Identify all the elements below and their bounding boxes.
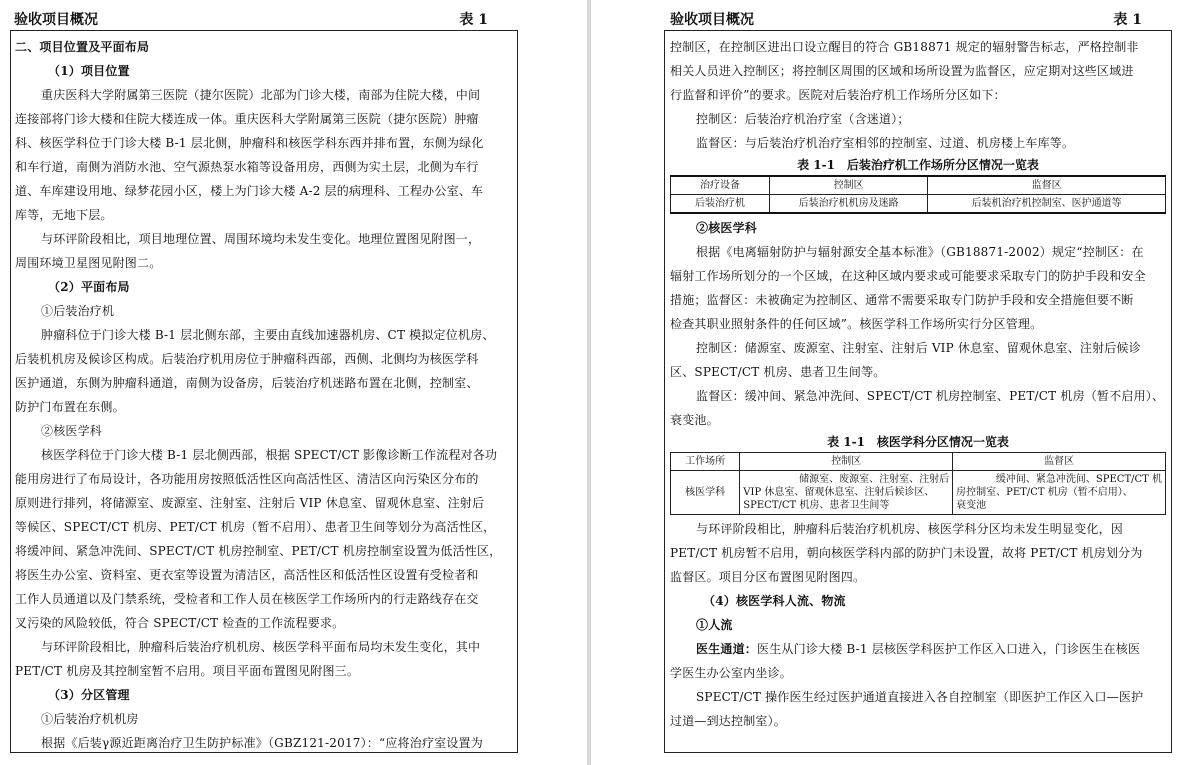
line-text: SPECT/CT 操作医生经过医护通道直接进入各自控制室（即医护工作区入口—医护 [696,690,1144,704]
line-text: 区、SPECT/CT 机房、患者卫生间等。 [670,365,886,379]
text-line [15,323,512,347]
line-text: 监督区。项目分区布置图见附图四。 [670,570,866,584]
line-text: 工作人员通道以及门禁系统，受检者和工作人员在核医学工作场所内的行走路线存在交 [15,592,479,606]
table2-header-row [671,453,1166,471]
text-line [670,637,1166,661]
right-content-frame [664,30,1172,753]
text-line [15,107,512,131]
right-header-title: 验收项目概况 [670,12,754,28]
line-text: 医护通道，东侧为肿瘤科通道，南侧为设备房，后装治疗机迷路布置在北侧，控制室、 [15,376,479,390]
text-line [670,288,1166,312]
line-text: 将医生办公室、资料室、更衣室等设置为清洁区，高活性区和低活性区设置有受检者和 [15,568,479,582]
line-text: 库等，无地下层。 [15,208,113,222]
left-content-frame [10,30,518,753]
text-line [15,347,512,371]
line-text: 防护门布置在东侧。 [15,400,125,414]
text-line [670,59,1166,83]
line-text: （2）平面布局 [48,280,130,294]
table2-cell-line: 衰变池 [956,500,987,511]
line-text: 控制区，在控制区进出口设立醒目的符合 GB18871 规定的辐射警告标志，严格控制非 [670,40,1139,54]
table1-header-cell: 监督区 [928,176,1166,195]
text-line [670,408,1166,432]
line-text: （4）核医学科人流、物流 [703,594,846,608]
line-text: 根据《后装γ源近距离治疗卫生防护标准》（GBZ121-2017）：“应将治疗室设置为 [41,736,483,750]
text-line [15,131,512,155]
text-line [15,251,512,275]
table2-header-cell: 监督区 [953,453,1166,471]
text-line [670,541,1166,565]
right-text-block-a [670,35,1166,155]
table2-header-cell: 控制区 [740,453,953,471]
text-line [670,709,1166,733]
right-header-table-no: 表 1 [1113,12,1142,28]
text-line [670,384,1166,408]
table2-supervise-cell [953,471,1166,515]
text-line [670,360,1166,384]
text-line [670,565,1166,589]
table2-cell-line: 缓冲间、紧急冲洗间、SPECT/CT 机 [995,474,1162,485]
line-text: 将缓冲间、紧急冲洗间、SPECT/CT 机房控制室、PET/CT 机房控制室设置为低活性区， [15,544,502,558]
text-line [15,587,512,611]
line-text: 相关人员进入控制区；将控制区周围的区域和场所设置为监督区，应定期对这些区域进 [670,64,1134,78]
text-line [15,371,512,395]
text-line [15,179,512,203]
bold-run: 医生通道： [696,642,758,656]
table2-header-cell: 工作场所 [671,453,740,471]
text-line [15,155,512,179]
left-page [0,0,584,765]
line-text: 监督区：与后装治疗机治疗室相邻的控制室、过道、机房楼上车库等。 [696,136,1075,150]
text-line [15,731,512,753]
table1-header-cell: 控制区 [770,176,928,195]
text-line [15,683,512,707]
line-text: 辐射工作场所划分的一个区域，在这种区域内要求或可能要求采取专门的防护手段和安全 [670,269,1146,283]
line-text: 科、核医学科位于门诊大楼 B-1 层北侧，肿瘤科和核医学科东西并排布置，东侧为绿化 [15,136,484,150]
table1-cell: 后装机治疗机控制室、医护通道等 [928,195,1166,214]
line-text: 叉污染的风险较低，符合 SPECT/CT 检查的工作流程要求。 [15,616,345,630]
line-text: 过道—到达控制室）。 [670,714,787,728]
right-page [594,0,1178,765]
text-line [15,83,512,107]
left-text-body [15,35,512,753]
line-text: 核医学科位于门诊大楼 B-1 层北侧西部，根据 SPECT/CT 影像诊断工作流程对各功 [41,448,498,462]
text-line [15,299,512,323]
line-text: 连接部将门诊大楼和住院大楼连成一体。重庆医科大学附属第三医院（捷尔医院）肿瘤 [15,112,479,126]
right-text-block-b [670,216,1166,432]
text-line [670,83,1166,107]
table1-header-row [671,176,1166,195]
line-text: 周围环境卫星图见附图二。 [15,256,162,270]
text-line [15,227,512,251]
table-row [671,471,1166,515]
line-text: 学医生办公室内坐诊。 [670,666,793,680]
line-text: （3）分区管理 [48,688,130,702]
line-text: 后装机机房及候诊区构成。后装治疗机用房位于肿瘤科西部，西侧、北侧均为核医学科 [15,352,479,366]
text-line [15,539,512,563]
line-text: 医生从门诊大楼 B-1 层核医学科医护工作区入口进入，门诊医生在核医 [757,642,1141,656]
line-text: 二、项目位置及平面布局 [15,40,150,54]
text-line [670,589,1166,613]
line-text: ②核医学科 [696,221,758,235]
right-text-block-c [670,517,1166,733]
table2-cell-line: 储源室、废源室、注射室、注射后 [799,474,950,485]
line-text: 控制区：后装治疗机治疗室（含迷道）； [696,112,910,126]
table2-cell-line: 房控制室、PET/CT 机房（暂不启用）、 [956,487,1133,498]
line-text: 与环评阶段相比，肿瘤科后装治疗机机房、核医学科分区均未发生明显变化，因 [696,522,1124,536]
table1-header-cell: 治疗设备 [671,176,770,195]
line-text: 行监督和评价”的要求。医院对后装治疗机工作场所分区如下： [670,88,1006,102]
table2-caption: 表 1-1 核医学科分区情况一览表 [827,435,1009,449]
line-text: 道、车库建设用地、绿梦花园小区，楼上为门诊大楼 A-2 层的病理科、工程办公室、车 [15,184,484,198]
table2-cell-line: VIP 休息室、留观休息室、注射后候诊区、 [743,487,935,498]
text-line [670,685,1166,709]
table2-control-cell [740,471,953,515]
text-line [15,275,512,299]
line-text: ①后装治疗机机房 [41,712,139,726]
left-header-title: 验收项目概况 [14,12,98,28]
text-line [15,515,512,539]
text-line [15,659,512,683]
text-line [670,35,1166,59]
line-text: ①人流 [696,618,733,632]
line-text: 重庆医科大学附属第三医院（捷尔医院）北部为门诊大楼，南部为住院大楼，中间 [41,88,481,102]
text-line [15,59,512,83]
text-line [670,264,1166,288]
line-text: PET/CT 机房暂不启用，朝向核医学科内部的防护门未设置，故将 PET/CT 机房划分为 [670,546,1143,560]
text-line [670,216,1166,240]
text-line [670,613,1166,637]
table1-cell: 后装治疗机机房及迷路 [770,195,928,214]
text-line [15,203,512,227]
table1-caption: 表 1-1 后装治疗机工作场所分区情况一览表 [797,158,1039,172]
text-line [670,336,1166,360]
table-row [671,195,1166,214]
table2-place-cell: 核医学科 [671,471,740,515]
text-line [670,517,1166,541]
line-text: 原则进行排列，将储源室、废源室、注射室、注射后 VIP 休息室、留观休息室、注射后 [15,496,485,510]
line-text: （1）项目位置 [48,64,130,78]
text-line [15,419,512,443]
line-text: ①后装治疗机 [41,304,115,318]
text-line [15,707,512,731]
line-text: 控制区：储源室、废源室、注射室、注射后 VIP 休息室、留观休息室、注射后候诊 [696,341,1141,355]
text-line [670,107,1166,131]
line-text: 与环评阶段相比，项目地理位置、周围环境均未发生变化。地理位置图见附图一， [41,232,481,246]
line-text: 衰变池。 [670,413,719,427]
line-text: 检查其职业照射条件的任何区域”。核医学科工作场所实行分区管理。 [670,317,1043,331]
text-line [15,563,512,587]
text-line [15,35,512,59]
table1-cell: 后装治疗机 [671,195,770,214]
text-line [15,491,512,515]
text-line [15,467,512,491]
line-text: 肿瘤科位于门诊大楼 B-1 层北侧东部，主要由直线加速器机房、CT 模拟定位机房、 [41,328,495,342]
text-line [670,240,1166,264]
text-line [670,661,1166,685]
line-text: 等候区、SPECT/CT 机房、PET/CT 机房（暂不启用）、患者卫生间等划分为高活性区， [15,520,496,534]
text-line [15,443,512,467]
line-text: 与环评阶段相比，肿瘤科后装治疗机机房、核医学科平面布局均未发生变化，其中 [41,640,481,654]
line-text: 根据《电离辐射防护与辐射源安全基本标准》（GB18871-2002）规定“控制区：在 [696,245,1144,259]
line-text: 监督区：缓冲间、紧急冲洗间、SPECT/CT 机房控制室、PET/CT 机房（暂不启用）、 [696,389,1165,403]
line-text: PET/CT 机房及其控制室暂不启用。项目平面布置图见附图三。 [15,664,360,678]
page-gutter [587,0,591,765]
table2 [670,452,1166,515]
text-line [670,312,1166,336]
line-text: 能用房进行了布局设计，各功能用房按照低活性区向高活性区、清洁区向污染区分布的 [15,472,479,486]
text-line [15,611,512,635]
text-line [15,635,512,659]
table2-cell-line: SPECT/CT 机房、患者卫生间等 [743,500,890,511]
left-header-table-no: 表 1 [459,12,488,28]
table1 [670,175,1166,214]
line-text: 和车行道，南侧为消防水池、空气源热泵水箱等设备用房，西侧为实土层，北侧为车行 [15,160,479,174]
text-line [670,131,1166,155]
text-line [15,395,512,419]
line-text: 措施；监督区：未被确定为控制区、通常不需要采取专门防护手段和安全措施但要不断 [670,293,1134,307]
line-text: ②核医学科 [41,424,103,438]
